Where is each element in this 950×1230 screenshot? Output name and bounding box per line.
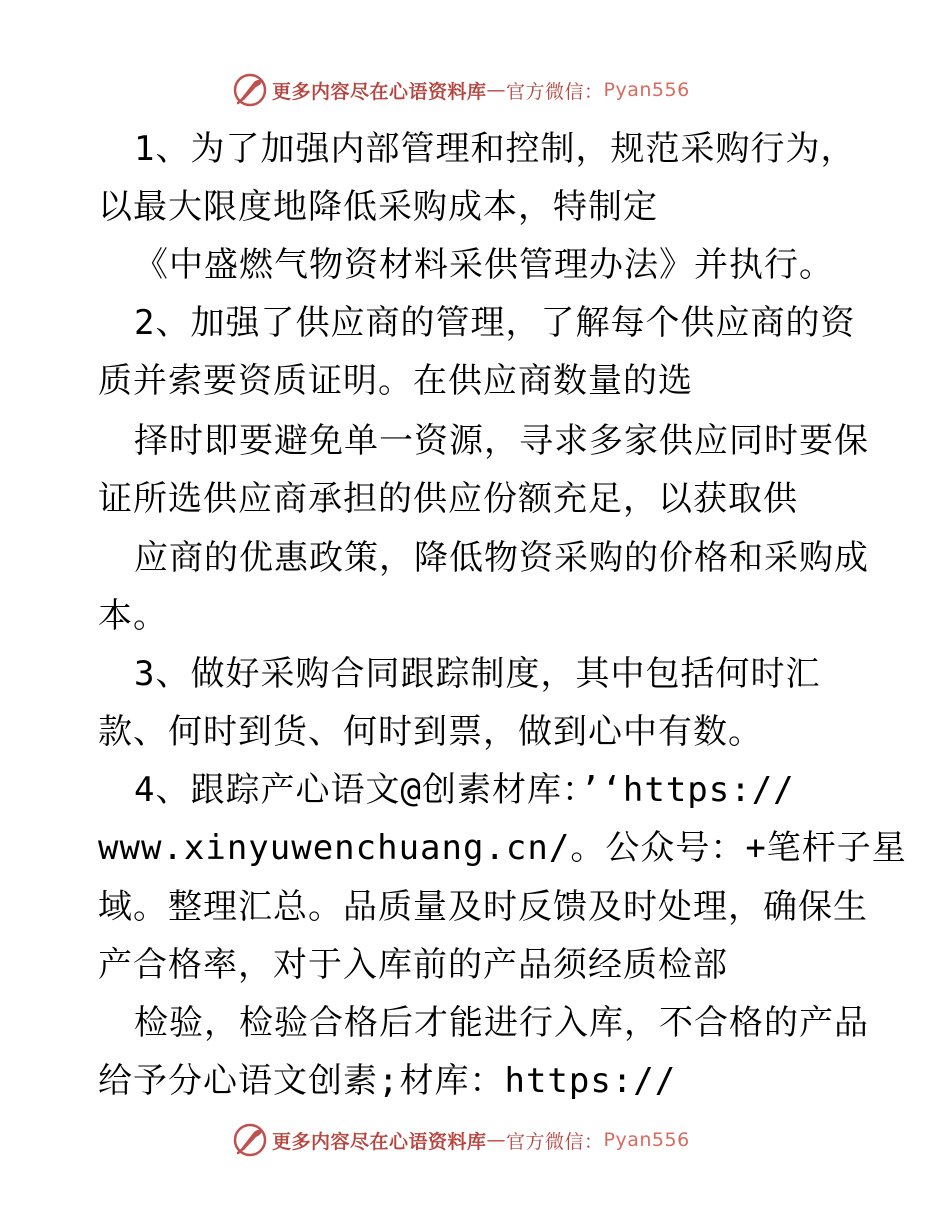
body-line-1: 1、为了加强内部管理和控制，规范采购行为，: [134, 129, 856, 169]
body-line-16: 检验，检验合格后才能进行入库，不合格的产品: [134, 1003, 869, 1043]
site-name: 更多内容尽在心语资料库: [272, 80, 487, 103]
wechat-account: Pyan556: [603, 1129, 690, 1151]
body-line-15: 产合格率，对于入库前的产品须经质检部: [98, 945, 728, 985]
footer-watermark-banner: [232, 1120, 690, 1160]
body-line-10: 3、做好采购合同跟踪制度，其中包括何时汇: [134, 654, 821, 694]
body-line-9: 本。: [98, 596, 168, 636]
body-line-3: 《中盛燃气物资材料采供管理办法》并执行。: [134, 245, 834, 285]
body-line-13: www.xinyuwenchuang.cn/。公众号：+笔杆子星: [98, 828, 907, 868]
body-line-6: 择时即要避免单一资源，寻求多家供应同时要保: [134, 421, 869, 461]
quill-pen-logo-icon: [232, 72, 268, 108]
site-name: 更多内容尽在心语资料库: [272, 1130, 487, 1153]
wechat-label: 官方微信：: [506, 80, 604, 103]
wechat-label: 官方微信：: [506, 1130, 604, 1153]
body-line-8: 应商的优惠政策，降低物资采购的价格和采购成: [134, 538, 869, 578]
wechat-account: Pyan556: [603, 79, 690, 101]
body-line-7: 证所选供应商承担的供应份额充足，以获取供: [98, 479, 798, 519]
body-line-11: 款、何时到货、何时到票，做到心中有数。: [98, 712, 763, 752]
quill-pen-logo-icon: [232, 1122, 268, 1158]
body-line-2: 以最大限度地降低采购成本，特制定: [98, 187, 658, 227]
body-line-4: 2、加强了供应商的管理，了解每个供应商的资: [134, 303, 856, 343]
body-line-5: 质并索要资质证明。在供应商数量的选: [98, 361, 693, 401]
body-line-17: 给予分心语文创素;材库：https://: [98, 1061, 677, 1101]
body-line-12: 4、跟踪产心语文@创素材库：’‘https://: [134, 770, 795, 810]
header-watermark-banner: [232, 70, 690, 110]
banner-separator: —: [486, 79, 507, 101]
banner-separator: —: [486, 1129, 507, 1151]
body-line-14: 域。整理汇总。品质量及时反馈及时处理，确保生: [98, 887, 868, 927]
